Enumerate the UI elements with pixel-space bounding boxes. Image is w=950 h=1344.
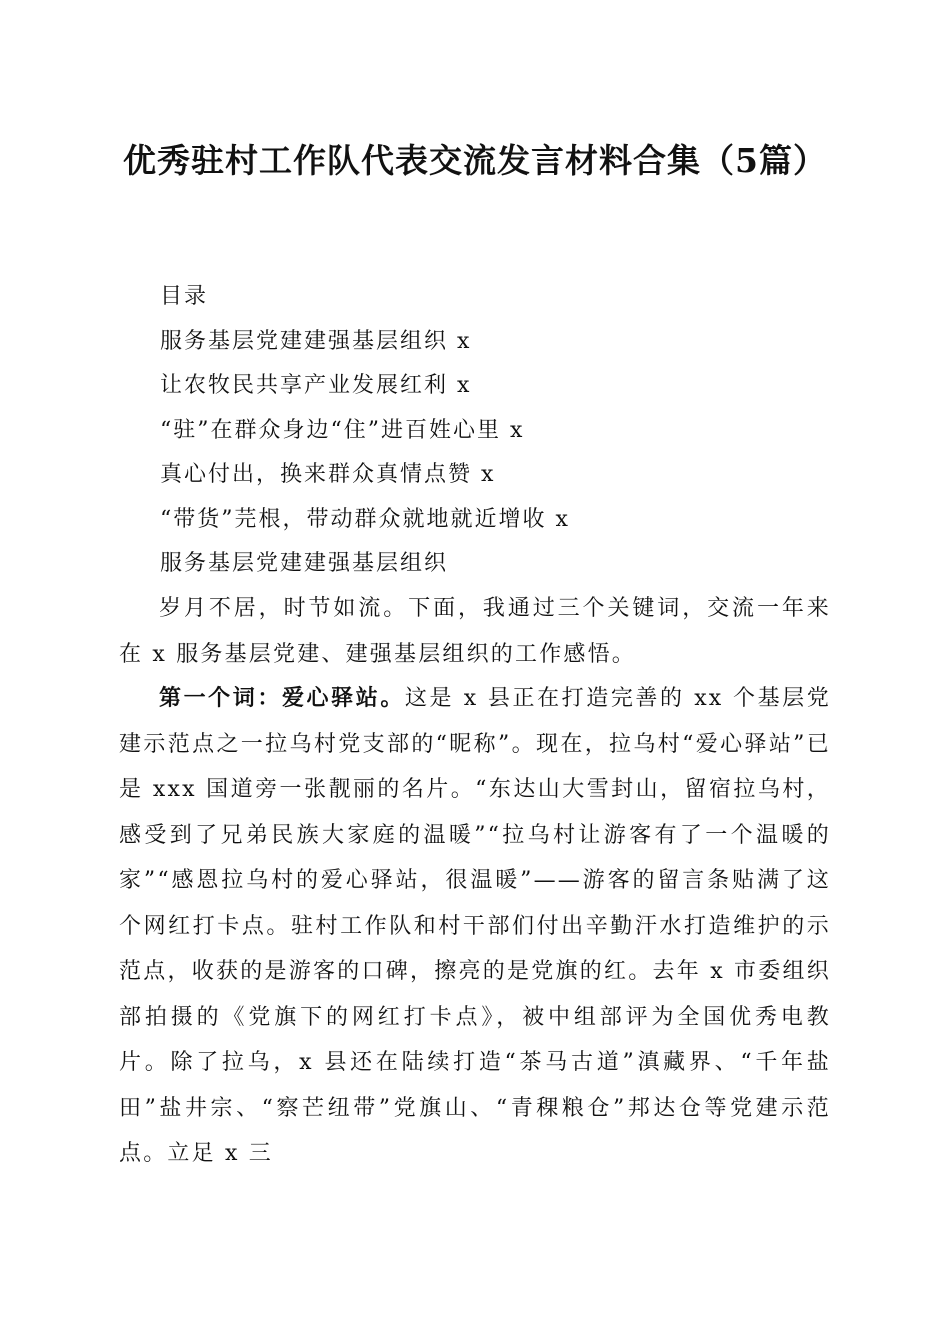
toc-item: 服务基层党建建强基层组织 x xyxy=(160,328,472,354)
toc-item: 让农牧民共享产业发展红利 x xyxy=(160,373,472,398)
toc-item: 真心付出，换来群众真情点赞 x xyxy=(160,462,496,487)
document-title: 优秀驻村工作队代表交流发言材料合集（5篇） xyxy=(123,141,827,180)
table-of-contents xyxy=(160,278,840,590)
toc-item: “驻”在群众身边“住”进百姓心里 x xyxy=(160,417,525,443)
body-paragraph xyxy=(119,676,831,1177)
body-paragraph: 岁月不居，时节如流。下面，我通过三个关键词，交流一年来在 x 服务基层党建、建强基层组织的工作感悟。 xyxy=(119,596,831,667)
section-title: 服务基层党建建强基层组织 xyxy=(160,551,449,576)
toc-item: “带货”芫根，带动群众就地就近增收 x xyxy=(160,506,570,532)
keyword-lead: 第一个词：爱心驿站。 xyxy=(159,685,405,711)
paragraph-body: 这是 x 县正在打造完善的 xx 个基层党建示范点之一拉乌村党支部的“昵称”。现在，拉乌村“爱心驿站”已是 xxx 国道旁一张靓丽的名片。“东达山大雪封山，留宿拉乌村，感受到了兄弟民族大家庭的温暖”“拉乌村让游客有了一个温暖的家”“感恩拉乌村的爱心驿站，很温暖”——游客的留言条贴满了这个网红打卡点。驻村工作队和村干部们付出辛勤汗水打造维护的示范点，收获的是游客的口碑，擦亮的是党旗的红。去年 x 市委组织部拍摄的《党旗下的网红打卡点》，被中组部评为全国优秀电教片。除了拉乌，x 县还在陆续打造“茶马古道”滇藏界、“千年盐田”盐井宗、“察芒纽带”党旗山、“青稞粮仓”邦达仓等党建示范点。立足 x 三 xyxy=(119,686,831,1166)
toc-heading: 目录 xyxy=(160,284,209,309)
